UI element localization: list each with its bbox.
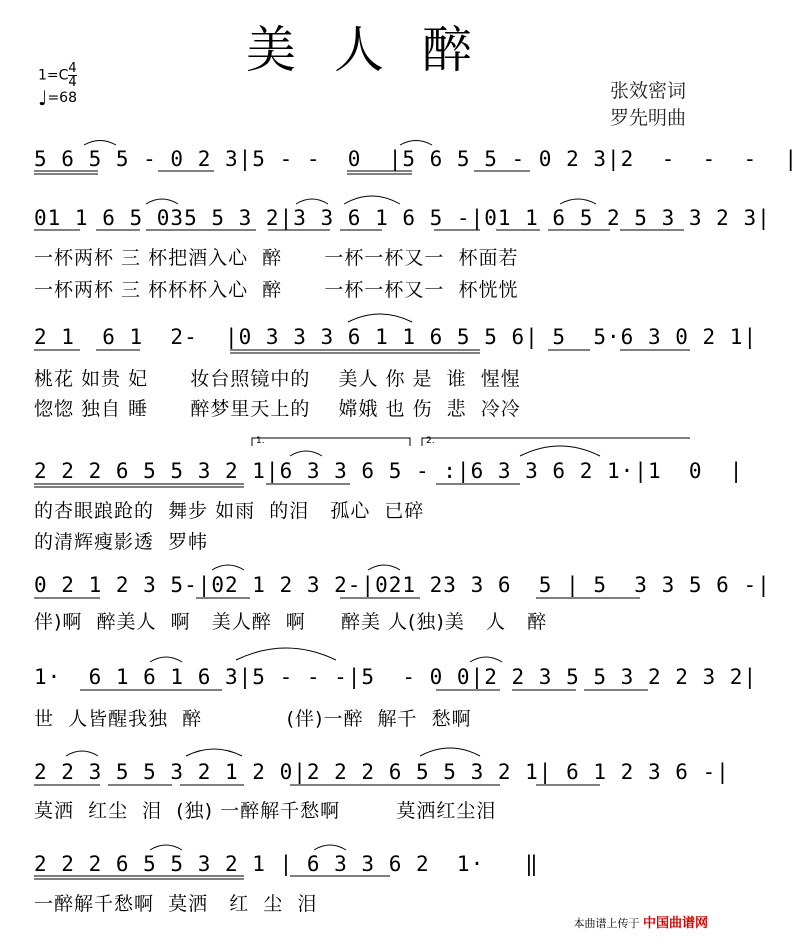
score-row-3-lyrics-1: 桃花 如贵 妃 妆台照镜中的 美人 你 是 谁 惺惺 — [34, 368, 521, 390]
score-row-4-lyrics-2: 的清辉瘦影透 罗帏 — [34, 531, 209, 553]
volta-first-label: 1. — [256, 436, 265, 446]
score-row-2-lyrics-1: 一杯两杯 三 杯把酒入心 醉 一杯一杯又一 杯面若 — [34, 247, 519, 269]
score-row-8-notes: 2 2 2 6 5 5 3 2 1 | 6 3 3 6 2 1· ‖ — [34, 852, 539, 876]
score-row-1-notes: 5 6 5 5 - 0 2 3|5 - - 0 |5 6 5 5 - 0 2 3|2 - - - | — [34, 147, 798, 171]
time-sig-top: 4 — [68, 61, 77, 76]
volta-bracket-second — [422, 438, 690, 446]
footer-brand: 中国曲谱网 — [642, 916, 708, 931]
score-row-6-lyrics-1: 世 人皆醒我独 醉 (伴)一醉 解千 愁啊 — [34, 708, 472, 730]
slur — [348, 314, 412, 322]
slur — [314, 845, 346, 850]
slur — [470, 657, 502, 662]
composer: 罗先明曲 — [609, 107, 686, 129]
slur — [400, 141, 432, 146]
slur — [520, 446, 600, 456]
score-row-6-notes: 1· 6 1 6 1 6 3|5 - - -|5 - 0 0|2 2 3 5 5 3 2 2 3 2| — [34, 665, 758, 689]
slur — [66, 751, 98, 756]
slur — [84, 141, 116, 146]
song-title: 美人醉 — [246, 21, 510, 79]
score-row-7-lyrics-1: 莫洒 红尘 泪 (独) 一醉解千愁啊 莫洒红尘泪 — [34, 800, 497, 822]
slur — [560, 199, 596, 204]
volta-second-label: 2. — [426, 436, 435, 446]
score-row-3-lyrics-2: 惚惚 独自 睡 醉梦里天上的 嫦娥 也 伤 悲 冷冷 — [34, 398, 521, 420]
footer-watermark — [573, 912, 708, 931]
score-row-3-notes: 2 1 6 1 2- |0 3 3 3 6 1 1 6 5 5 6| 5 5·6 3 0 2 1| — [34, 325, 758, 349]
quarter-note-icon: ♩ — [38, 86, 48, 110]
slur — [290, 451, 322, 456]
slur — [296, 199, 328, 204]
score-row-4-notes: 2 2 2 6 5 5 3 2 1|6 3 3 6 5 - :|6 3 3 6 2 1·|1 0 | — [34, 459, 744, 483]
score-row-5-notes: 0 2 1 2 3 5-|02 1 2 3 2-|021 23 3 6 5 | 5 3 3 5 6 -| — [34, 573, 771, 597]
score-row-2-lyrics-2: 一杯两杯 三 杯杯杯入心 醉 一杯一杯又一 杯恍恍 — [34, 279, 519, 301]
slur — [344, 196, 400, 204]
slur — [150, 657, 182, 662]
score-row-7-notes: 2 2 3 5 5 3 2 1 2 0|2 2 2 6 5 5 3 2 1| 6 1 2 3 6 -| — [34, 760, 730, 784]
tempo-value: =68 — [47, 90, 77, 106]
volta-bracket-first — [252, 438, 410, 446]
score-row-2-notes: 01 1 6 5 035 5 3 2|3 3 6 1 6 5 -|01 1 6 5 2 5 3 3 2 3| — [34, 206, 771, 230]
key-label: 1=C — [38, 67, 69, 84]
slur — [236, 648, 336, 660]
slur — [146, 199, 178, 204]
lyricist: 张效密词 — [609, 80, 686, 102]
slur — [186, 749, 242, 756]
slur — [150, 845, 182, 850]
time-sig-bottom: 4 — [68, 75, 77, 90]
slur — [368, 565, 400, 570]
score-row-4-lyrics-1: 的杏眼踉跄的 舞步 如雨 的泪 孤心 已碎 — [34, 500, 425, 522]
slur — [212, 565, 244, 570]
slur — [420, 748, 480, 756]
score-row-8-lyrics-1: 一醉解千愁啊 莫洒 红 尘 泪 — [34, 893, 318, 915]
score-row-5-lyrics-1: 伴)啊 醉美人 啊 美人醉 啊 醉美 人(独)美 人 醉 — [34, 611, 548, 633]
footer-prefix: 本曲谱上传于 — [573, 917, 640, 930]
